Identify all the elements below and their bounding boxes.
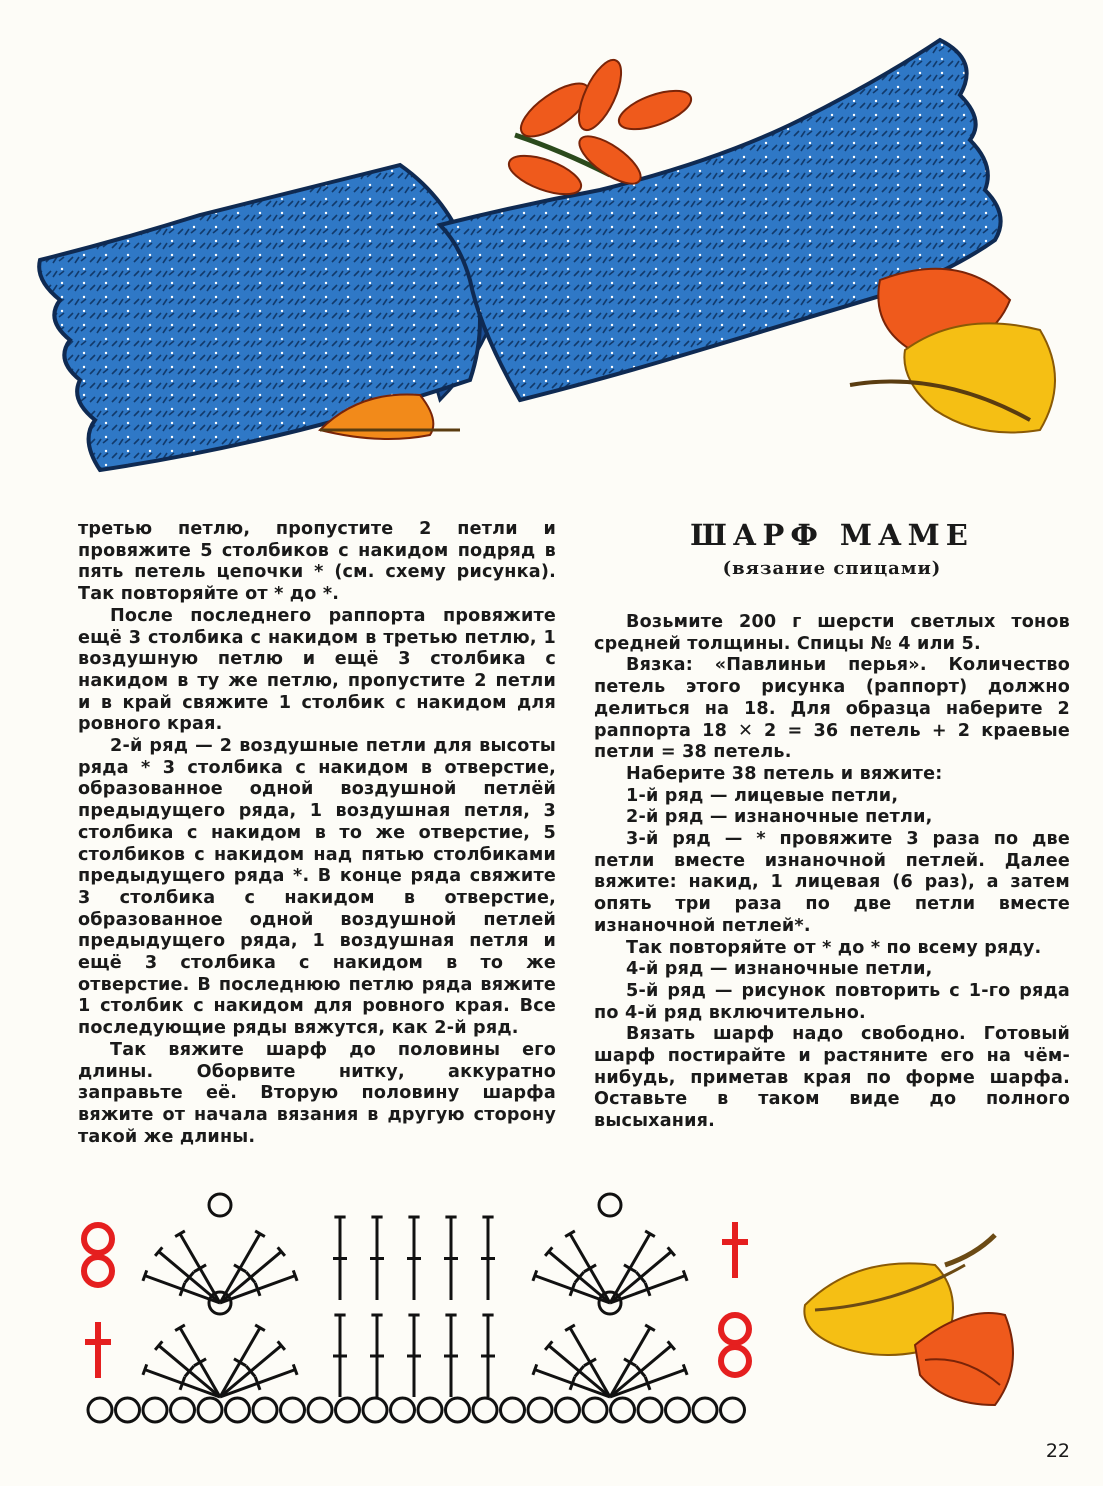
paragraph: Так повторяйте от * до * по всему ряду. — [626, 937, 1042, 958]
chain-stitch — [721, 1347, 749, 1375]
chain-stitch — [721, 1398, 745, 1422]
chain-stitch — [226, 1398, 250, 1422]
double-crochet-top — [533, 1364, 537, 1375]
double-crochet-top — [143, 1270, 147, 1281]
chain-stitch — [308, 1398, 332, 1422]
article-title: ШАРФ МАМЕ — [690, 518, 974, 552]
birch-leaf-icon — [850, 269, 1055, 433]
chain-stitch — [88, 1398, 112, 1422]
scarf-illustration — [0, 0, 1103, 500]
chain-stitch — [599, 1194, 621, 1216]
chain-stitch — [528, 1398, 552, 1422]
paragraph: 5-й ряд — рисунок повторить с 1-го ряда по 4-й ряд включительно. — [594, 980, 1070, 1023]
right-column — [594, 612, 1070, 1133]
paragraph: Наберите 38 петель и вяжите: — [626, 763, 943, 784]
paragraph: Так вяжите шарф до половины его длины. Оборвите нитку, аккуратно заправьте её. Вторую половину шарфа вяжите от начала вязания в другую сторону такой же длины. — [78, 1039, 556, 1147]
chain-stitch — [611, 1398, 635, 1422]
double-crochet-top — [293, 1270, 297, 1281]
paragraph: Возьмите 200 г шерсти светлых тонов средней толщины. Спицы № 4 или 5. — [594, 612, 1070, 654]
chain-stitch — [253, 1398, 277, 1422]
chain-stitch — [693, 1398, 717, 1422]
chain-stitch — [418, 1398, 442, 1422]
chain-stitch — [198, 1398, 222, 1422]
double-crochet-top — [683, 1364, 687, 1375]
crochet-chart — [70, 1175, 790, 1435]
birch-leaf-icon — [795, 1215, 1035, 1415]
paragraph: 2-й ряд — изнаночные петли, — [626, 807, 933, 828]
chain-stitch — [721, 1315, 749, 1343]
paragraph: 4-й ряд — изнаночные петли, — [626, 959, 933, 980]
paragraph: Вязка: «Павлиньи перья». Количество петель этого рисунка (раппорт) должно делиться на 18. Для образца наберите 2 раппорта 18 ✕ 2 = 36 петель + 2 краевые петли = 38 петель. — [594, 655, 1070, 763]
chain-stitch — [84, 1257, 112, 1285]
double-crochet-top — [533, 1270, 537, 1281]
left-column — [78, 519, 556, 1148]
double-crochet-top — [293, 1364, 297, 1375]
paragraph: 1-й ряд — лицевые петли, — [626, 785, 899, 806]
chain-stitch — [171, 1398, 195, 1422]
paragraph: третью петлю, пропустите 2 петли и провяжите 5 столбиков с накидом подряд в пять петель цепочки * (см. схему рисунка). Так повторяйте от * до *. — [78, 519, 556, 605]
paragraph: 3-й ряд — * провяжите 3 раза по две петли вместе изнаночной петлей. Далее вяжите: накид, 1 лицевая (6 раз), а затем опять три раза по две петли вместе изнаночной петлей*. — [594, 829, 1070, 936]
chain-stitch — [209, 1194, 231, 1216]
chain-stitch — [143, 1398, 167, 1422]
chain-stitch — [556, 1398, 580, 1422]
double-crochet-top — [683, 1270, 687, 1281]
chain-stitch — [446, 1398, 470, 1422]
chain-stitch — [363, 1398, 387, 1422]
chain-stitch — [583, 1398, 607, 1422]
article-subtitle: (вязание спицами) — [722, 558, 942, 579]
chain-stitch — [336, 1398, 360, 1422]
chain-stitch — [638, 1398, 662, 1422]
chain-stitch — [473, 1398, 497, 1422]
page-number: 22 — [1045, 1440, 1070, 1462]
chain-stitch — [281, 1398, 305, 1422]
double-crochet-top — [143, 1364, 147, 1375]
paragraph: Вязать шарф надо свободно. Готовый шарф постирайте и растяните его на чём-нибудь, приметав края по форме шарфа. Оставьте в таком виде до полного высыхания. — [594, 1024, 1070, 1132]
paragraph: После последнего раппорта провяжите ещё 3 столбика с накидом в третью петлю, 1 воздушную петлю и ещё 3 столбика с накидом в ту же петлю, пропустите 2 петли и в край свяжите 1 столбик с накидом для ровного края. — [78, 605, 556, 735]
chain-stitch — [501, 1398, 525, 1422]
chain-stitch — [116, 1398, 140, 1422]
paragraph: 2-й ряд — 2 воздушные петли для высоты ряда * 3 столбика с накидом в отверстие, образованное одной воздушной петлёй предыдущего ряда, 1 воздушная петля, 3 столбика с накидом в то же отверстие, 5 столбиков с накидом над пятью столбиками предыдущего ряда *. В конце ряда свяжите 3 столбика с накидом в отверстие, образованное одной воздушной петлей предыдущего ряда, 1 воздушная петля и ещё 3 столбика с накидом в то же отверстие. В последнюю петлю ряда вяжите 1 столбик с накидом для ровного края. Все последующие ряды вяжутся, как 2-й ряд. — [78, 736, 556, 1039]
chain-stitch — [84, 1225, 112, 1253]
chain-stitch — [666, 1398, 690, 1422]
chain-stitch — [391, 1398, 415, 1422]
